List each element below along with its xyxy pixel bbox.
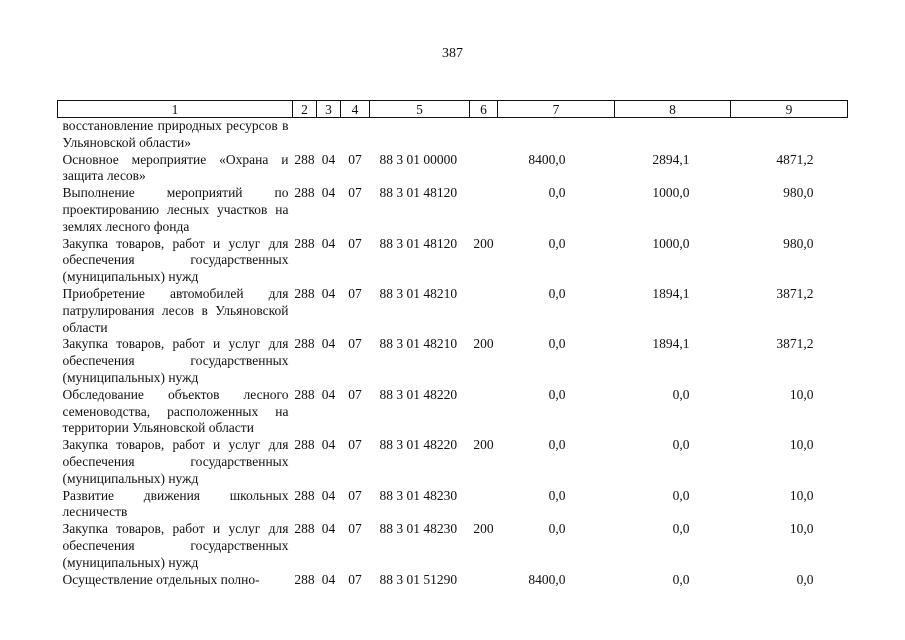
row-code-expense-type — [470, 488, 498, 522]
row-amount-col9: 980,0 — [783, 235, 814, 251]
row-code-target: 88 3 01 48230 — [379, 487, 458, 503]
col-header-6: 6 — [470, 101, 498, 118]
row-code-section — [317, 118, 341, 152]
col-header-7: 7 — [498, 101, 615, 118]
row-amount-col7: 0,0 — [548, 521, 566, 537]
row-code-subsection: 07 — [348, 437, 362, 453]
row-code-section: 04 — [321, 285, 336, 301]
row-code-subsection: 07 — [348, 336, 362, 352]
row-amount-col9: 10,0 — [789, 386, 814, 402]
row-code-section: 04 — [321, 571, 336, 587]
page-number: 387 — [442, 46, 463, 61]
row-amount-col7: 0,0 — [548, 336, 566, 352]
row-code-ministry: 288 — [294, 386, 315, 402]
table-row — [58, 572, 848, 589]
row-code-target: 88 3 01 48210 — [379, 285, 458, 301]
row-amount-col8: 0,0 — [672, 386, 690, 402]
row-code-ministry: 288 — [294, 285, 315, 301]
col-header-8: 8 — [615, 101, 731, 118]
row-code-target: 88 3 01 00000 — [379, 151, 458, 167]
row-code-section: 04 — [321, 487, 336, 503]
row-code-section: 04 — [321, 521, 336, 537]
row-amount-col7: 8400,0 — [528, 571, 566, 587]
row-name: Развитие движения школьных лесничеств — [62, 487, 289, 520]
row-name: Осуществление отдельных полно- — [62, 571, 260, 587]
row-name: Закупка товаров, работ и услуг для обеспечения государственных (муниципальных) нужд — [62, 521, 289, 570]
col-header-1: 1 — [58, 101, 293, 118]
row-code-ministry: 288 — [294, 487, 315, 503]
row-amount-col9 — [731, 118, 848, 152]
row-code-ministry — [293, 118, 317, 152]
table-row — [58, 437, 848, 487]
table-row — [58, 387, 848, 437]
row-amount-col7: 0,0 — [548, 386, 566, 402]
table-row — [58, 185, 848, 235]
row-code-expense-type — [470, 185, 498, 235]
row-code-target: 88 3 01 48220 — [379, 386, 458, 402]
row-name: Закупка товаров, работ и услуг для обеспечения государственных (муниципальных) нужд — [62, 235, 289, 285]
row-amount-col9: 10,0 — [789, 521, 814, 537]
col-header-3: 3 — [317, 101, 341, 118]
row-code-target: 88 3 01 48220 — [379, 437, 458, 453]
col-header-9: 9 — [731, 101, 848, 118]
row-amount-col9: 4871,2 — [776, 151, 814, 167]
row-amount-col9: 980,0 — [783, 185, 814, 201]
row-code-target: 88 3 01 51290 — [379, 571, 458, 587]
table-row — [58, 236, 848, 286]
row-amount-col9: 3871,2 — [776, 285, 814, 301]
row-code-section: 04 — [321, 235, 336, 251]
row-code-expense-type — [470, 118, 498, 152]
row-amount-col8: 2894,1 — [652, 151, 690, 167]
row-code-ministry: 288 — [294, 571, 315, 587]
table-body — [58, 118, 848, 589]
row-name: Закупка товаров, работ и услуг для обеспечения государственных (муниципальных) нужд — [62, 437, 289, 486]
row-code-section: 04 — [321, 437, 336, 453]
row-amount-col9: 3871,2 — [776, 336, 814, 352]
row-code-target: 88 3 01 48210 — [379, 336, 458, 352]
row-code-subsection — [341, 118, 370, 152]
row-amount-col8: 1894,1 — [652, 285, 690, 301]
table-row — [58, 521, 848, 571]
table-row — [58, 118, 848, 152]
row-amount-col7: 0,0 — [548, 185, 566, 201]
row-amount-col8: 1000,0 — [652, 185, 690, 201]
row-code-expense-type: 200 — [473, 437, 494, 453]
row-code-target — [370, 118, 470, 152]
row-code-ministry: 288 — [294, 336, 315, 352]
row-code-expense-type — [470, 152, 498, 186]
col-header-2: 2 — [293, 101, 317, 118]
row-amount-col7: 0,0 — [548, 285, 566, 301]
row-name: восстановление природных ресурсов в Ульяновской области» — [62, 118, 289, 150]
row-code-subsection: 07 — [348, 185, 362, 201]
row-code-target: 88 3 01 48120 — [379, 235, 458, 251]
row-amount-col7: 0,0 — [548, 487, 566, 503]
budget-table — [57, 100, 848, 588]
row-name: Основное мероприятие «Охрана и защита лесов» — [62, 151, 289, 184]
row-code-target: 88 3 01 48120 — [379, 185, 458, 201]
row-code-subsection: 07 — [348, 521, 362, 537]
row-amount-col7: 0,0 — [548, 235, 566, 251]
row-code-section: 04 — [321, 386, 336, 402]
row-code-ministry: 288 — [294, 437, 315, 453]
row-amount-col8 — [615, 118, 731, 152]
row-code-subsection: 07 — [348, 235, 362, 251]
row-amount-col8: 0,0 — [672, 521, 690, 537]
row-code-ministry: 288 — [294, 185, 315, 201]
row-amount-col9: 0,0 — [796, 571, 814, 587]
row-code-subsection: 07 — [348, 386, 362, 402]
row-amount-col7: 0,0 — [548, 437, 566, 453]
row-code-ministry: 288 — [294, 151, 315, 167]
col-header-4: 4 — [341, 101, 370, 118]
col-header-5: 5 — [370, 101, 470, 118]
row-code-ministry: 288 — [294, 521, 315, 537]
table-row — [58, 336, 848, 386]
row-code-expense-type: 200 — [473, 235, 494, 251]
table-row — [58, 286, 848, 336]
row-code-target: 88 3 01 48230 — [379, 521, 458, 537]
row-code-expense-type: 200 — [473, 521, 494, 537]
row-code-subsection: 07 — [348, 571, 362, 587]
row-amount-col7: 8400,0 — [528, 151, 566, 167]
header-row — [58, 101, 848, 118]
row-amount-col7 — [498, 118, 615, 152]
row-amount-col8: 0,0 — [672, 437, 690, 453]
row-amount-col8: 1894,1 — [652, 336, 690, 352]
row-amount-col9: 10,0 — [789, 487, 814, 503]
row-name: Закупка товаров, работ и услуг для обеспечения государственных (муниципальных) нужд — [62, 336, 289, 385]
row-name: Обследование объектов лесного семеноводства, расположенных на территории Ульяновской области — [62, 386, 289, 436]
row-amount-col8: 1000,0 — [652, 235, 690, 251]
row-code-subsection: 07 — [348, 285, 362, 301]
row-amount-col8: 0,0 — [672, 571, 690, 587]
row-code-ministry: 288 — [294, 235, 315, 251]
row-code-subsection: 07 — [348, 487, 362, 503]
row-code-expense-type — [470, 286, 498, 336]
table-row — [58, 488, 848, 522]
row-amount-col9: 10,0 — [789, 437, 814, 453]
row-amount-col8: 0,0 — [672, 487, 690, 503]
row-code-expense-type — [470, 572, 498, 589]
row-code-expense-type: 200 — [473, 336, 494, 352]
row-code-section: 04 — [321, 336, 336, 352]
row-code-expense-type — [470, 387, 498, 437]
row-code-section: 04 — [321, 151, 336, 167]
row-code-subsection: 07 — [348, 151, 362, 167]
row-name: Приобретение автомобилей для патрулирования лесов в Ульяновской области — [62, 285, 289, 335]
row-name: Выполнение мероприятий по проектированию лесных участков на землях лесного фонда — [62, 185, 289, 234]
table-row — [58, 152, 848, 186]
row-code-section: 04 — [321, 185, 336, 201]
